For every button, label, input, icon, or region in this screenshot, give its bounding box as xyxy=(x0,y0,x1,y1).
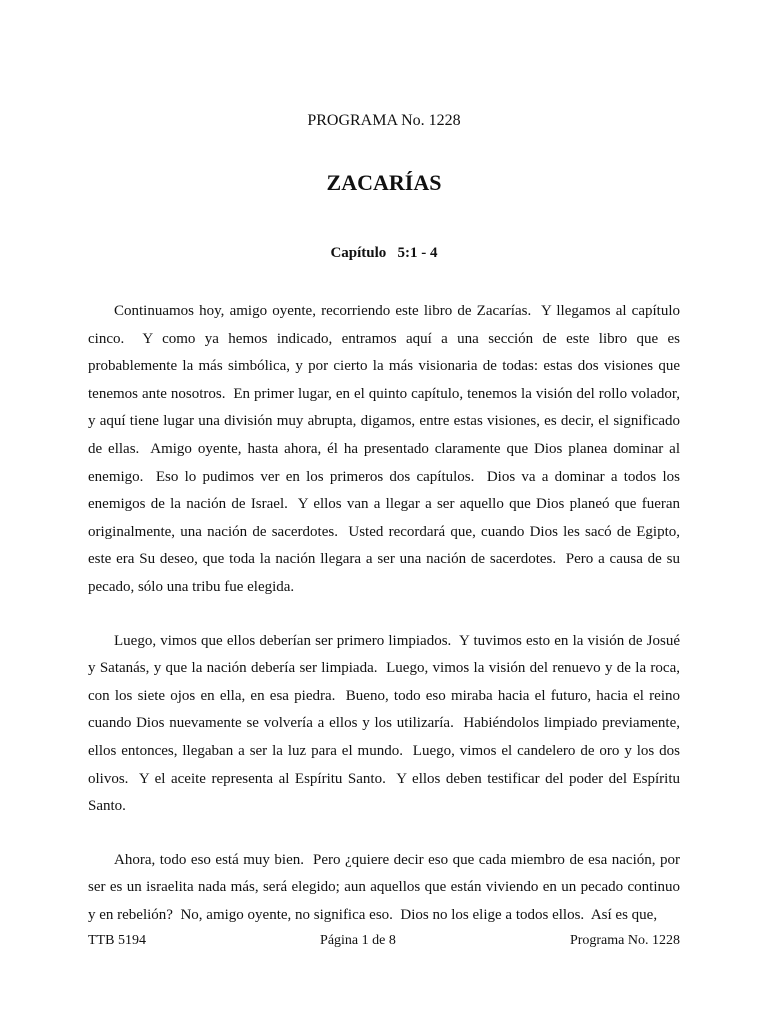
paragraph-3: Ahora, todo eso está muy bien. Pero ¿quiere decir eso que cada miembro de esa nación, por ser es un israelita nada más, será elegido; aun aquellos que están viviendo en un pecado continuo y en rebelión? No, amigo oyente, no significa eso. Dios no los elige a todos ellos. Así es que, xyxy=(88,851,684,923)
chapter-heading: Capítulo 5:1 - 4 xyxy=(330,245,438,261)
footer-page-number: Página 1 de 8 xyxy=(320,933,396,948)
paragraph-2: Luego, vimos que ellos deberían ser primero limpiados. Y tuvimos esto en la visión de Josué y Satanás, y que la nación debería ser limpiada. Luego, vimos la visión del renuevo y de la roca, con los siete ojos en ella, en esa piedra. Bueno, todo eso miraba hacia el futuro, hacia el reino cuando Dios nuevamente se volvería a ellos y los utilizaría. Habiéndolos limpiado previamente, ellos entonces, llegaban a ser la luz para el mundo. Luego, vimos el candelero de oro y los dos olivos. Y el aceite representa al Espíritu Santo. Y ellos deben testificar del poder del Espíritu Santo. xyxy=(88,632,684,815)
footer-program: Programa No. 1228 xyxy=(569,933,680,948)
body-text xyxy=(88,298,684,955)
program-heading: PROGRAMA No. 1228 xyxy=(307,112,461,129)
paragraph-1: Continuamos hoy, amigo oyente, recorriendo este libro de Zacarías. Y llegamos al capítulo cinco. Y como ya hemos indicado, entramos aquí a una sección de este libro que es probablemente la más simbólica, y por cierto la más visionaria de todas: estas dos visiones que tenemos ante nosotros. En primer lugar, en el quinto capítulo, tenemos la visión del rollo volador, y aquí tiene lugar una división muy abrupta, digamos, entre estas visiones, es decir, el significado de ellas. Amigo oyente, hasta ahora, él ha presentado claramente que Dios planea dominar al enemigo. Eso lo pudimos ver en los primeros dos capítulos. Dios va a dominar a todos los enemigos de la nación de Israel. Y ellos van a llegar a ser aquello que Dios planeó que fueran originalmente, una nación de sacerdotes. Usted recordará que, cuando Dios les sacó de Egipto, este era Su deseo, que toda la nación llegara a ser una nación de sacerdotes. Pero a causa de su pecado, sólo una tribu fue elegida. xyxy=(88,303,684,595)
page-footer xyxy=(88,933,680,949)
book-title: ZACARÍAS xyxy=(326,170,442,195)
footer-code: TTB 5194 xyxy=(88,933,146,948)
